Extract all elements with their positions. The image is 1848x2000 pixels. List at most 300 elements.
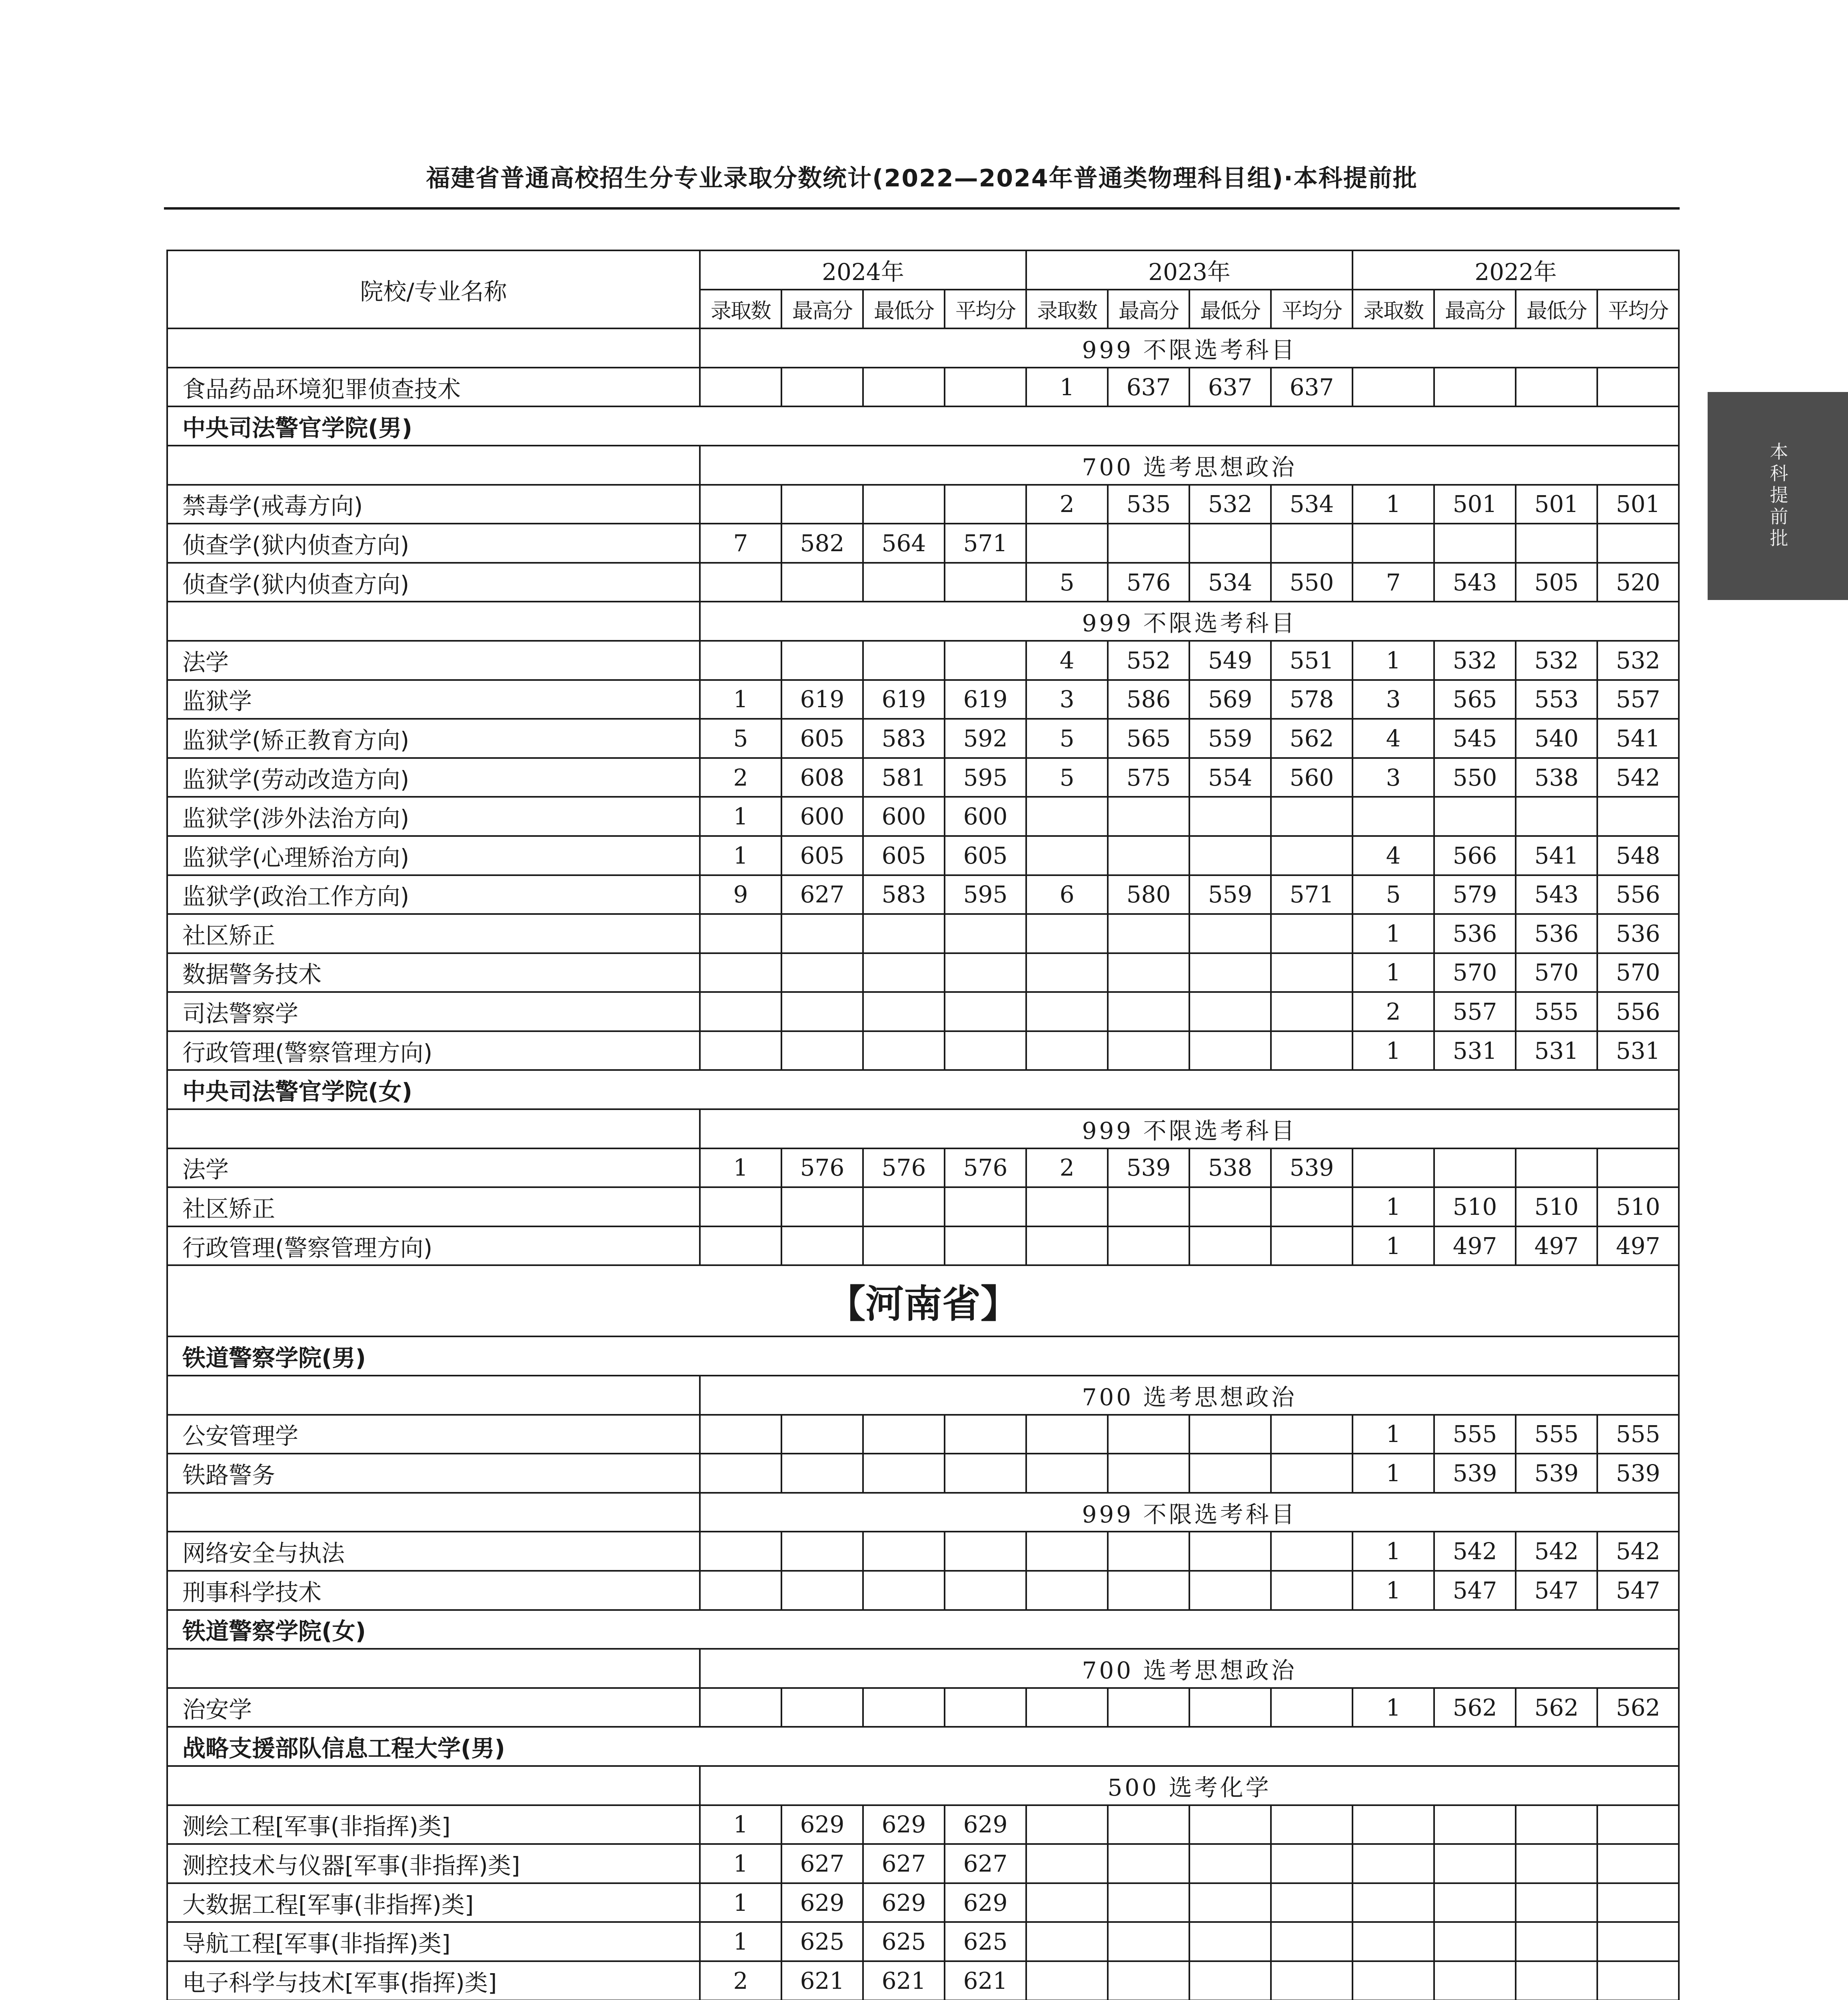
- score-cell: [1026, 1688, 1108, 1727]
- score-cell: 627: [863, 1844, 945, 1883]
- table-row: [167, 1187, 1679, 1226]
- score-cell: 592: [945, 719, 1026, 758]
- major-name-cell: 监狱学(涉外法治方向): [167, 797, 700, 836]
- score-cell: [1353, 1844, 1434, 1883]
- score-cell: [863, 953, 945, 992]
- score-cell: [1597, 1844, 1679, 1883]
- score-cell: [1189, 1031, 1271, 1070]
- score-cell: [1516, 1844, 1597, 1883]
- score-cell: [700, 563, 781, 602]
- major-name-cell: 监狱学: [167, 680, 700, 719]
- table-row: [167, 758, 1679, 797]
- score-cell: 562: [1597, 1688, 1679, 1727]
- score-cell: [1026, 1883, 1108, 1922]
- score-cell: 552: [1108, 641, 1189, 680]
- score-cell: [1108, 1226, 1189, 1266]
- score-cell: [781, 1454, 863, 1493]
- score-cell: 576: [863, 1148, 945, 1188]
- score-cell: 4: [1026, 641, 1108, 680]
- score-cell: 2: [1026, 485, 1108, 524]
- score-cell: 629: [945, 1883, 1026, 1922]
- score-cell: [781, 1031, 863, 1070]
- major-name-cell: 治安学: [167, 1688, 700, 1727]
- score-cell: 542: [1597, 1532, 1679, 1571]
- score-cell: [1026, 1415, 1108, 1454]
- score-cell: 550: [1434, 758, 1516, 797]
- table-row: [167, 1454, 1679, 1493]
- score-cell: [1108, 914, 1189, 953]
- school-name-cell: 铁道警察学院(女): [167, 1610, 1679, 1649]
- score-cell: [1108, 1883, 1189, 1922]
- school-row: [167, 1070, 1679, 1109]
- score-cell: [1271, 1844, 1353, 1883]
- subject-requirement-cell: 700 选考思想政治: [700, 1376, 1679, 1415]
- table-row: [167, 719, 1679, 758]
- score-cell: 576: [1108, 563, 1189, 602]
- score-cell: 534: [1271, 485, 1353, 524]
- score-cell: 576: [945, 1148, 1026, 1188]
- score-cell: 5: [1026, 758, 1108, 797]
- score-cell: [1026, 1922, 1108, 1961]
- major-name-cell: 食品药品环境犯罪侦查技术: [167, 368, 700, 407]
- score-cell: 539: [1597, 1454, 1679, 1493]
- score-cell: [1026, 953, 1108, 992]
- score-cell: [1026, 1031, 1108, 1070]
- score-cell: [1271, 1187, 1353, 1226]
- score-cell: 579: [1434, 875, 1516, 914]
- score-cell: [781, 641, 863, 680]
- score-cell: 532: [1597, 641, 1679, 680]
- score-cell: 497: [1434, 1226, 1516, 1266]
- score-cell: 5: [1026, 563, 1108, 602]
- score-cell: 497: [1597, 1226, 1679, 1266]
- column-header-metric: 最高分: [1434, 290, 1516, 329]
- score-cell: [863, 1571, 945, 1610]
- score-cell: [1189, 797, 1271, 836]
- score-cell: 1: [1353, 1226, 1434, 1266]
- score-cell: 637: [1271, 368, 1353, 407]
- score-cell: 1: [700, 797, 781, 836]
- score-cell: 539: [1271, 1148, 1353, 1188]
- score-cell: 629: [863, 1883, 945, 1922]
- major-name-cell: 行政管理(警察管理方向): [167, 1031, 700, 1070]
- score-cell: [863, 641, 945, 680]
- score-cell: 535: [1108, 485, 1189, 524]
- score-cell: 621: [781, 1961, 863, 2000]
- score-cell: [945, 1688, 1026, 1727]
- score-cell: [700, 1415, 781, 1454]
- score-cell: 550: [1271, 563, 1353, 602]
- score-cell: [945, 953, 1026, 992]
- table-row: [167, 641, 1679, 680]
- score-cell: 637: [1189, 368, 1271, 407]
- score-cell: 566: [1434, 836, 1516, 875]
- score-cell: 536: [1597, 914, 1679, 953]
- score-cell: 548: [1597, 836, 1679, 875]
- score-cell: [1271, 1571, 1353, 1610]
- score-cell: 629: [781, 1805, 863, 1844]
- score-cell: [1026, 797, 1108, 836]
- score-cell: [1026, 1226, 1108, 1266]
- subject-requirement-row: [167, 1376, 1679, 1415]
- score-cell: 5: [1026, 719, 1108, 758]
- score-cell: [1597, 1148, 1679, 1188]
- table-row: [167, 485, 1679, 524]
- major-name-cell: 监狱学(心理矫治方向): [167, 836, 700, 875]
- score-cell: 608: [781, 758, 863, 797]
- major-name-cell: 导航工程[军事(非指挥)类]: [167, 1922, 700, 1961]
- score-cell: [1026, 1961, 1108, 2000]
- score-cell: [863, 1532, 945, 1571]
- score-cell: [1189, 953, 1271, 992]
- score-cell: [945, 1454, 1026, 1493]
- subject-requirement-cell: 999 不限选考科目: [700, 1493, 1679, 1532]
- school-row: [167, 1336, 1679, 1376]
- score-cell: 5: [1353, 875, 1434, 914]
- score-cell: 6: [1026, 875, 1108, 914]
- score-cell: [945, 641, 1026, 680]
- score-cell: [781, 563, 863, 602]
- score-cell: [1189, 1226, 1271, 1266]
- score-cell: [700, 1532, 781, 1571]
- school-name-cell: 战略支援部队信息工程大学(男): [167, 1727, 1679, 1766]
- subject-requirement-row: [167, 1109, 1679, 1148]
- score-cell: [1108, 797, 1189, 836]
- score-cell: 554: [1189, 758, 1271, 797]
- score-cell: 559: [1189, 719, 1271, 758]
- subject-requirement-row: [167, 1493, 1679, 1532]
- score-cell: [1108, 1844, 1189, 1883]
- score-cell: [1597, 524, 1679, 563]
- score-cell: [1353, 1883, 1434, 1922]
- blank-cell: [167, 602, 700, 641]
- score-cell: [863, 1415, 945, 1454]
- score-cell: 532: [1434, 641, 1516, 680]
- score-cell: 5: [700, 719, 781, 758]
- column-header-year: 2022年: [1353, 250, 1679, 290]
- table-row: [167, 1961, 1679, 2000]
- score-cell: 1: [1353, 1532, 1434, 1571]
- score-cell: 556: [1597, 875, 1679, 914]
- score-cell: 539: [1434, 1454, 1516, 1493]
- score-cell: 555: [1597, 1415, 1679, 1454]
- score-cell: 583: [863, 875, 945, 914]
- score-cell: [1026, 1454, 1108, 1493]
- score-cell: 1: [1353, 1454, 1434, 1493]
- score-cell: 3: [1026, 680, 1108, 719]
- score-cell: 557: [1597, 680, 1679, 719]
- score-cell: [1189, 914, 1271, 953]
- score-cell: 555: [1434, 1415, 1516, 1454]
- score-cell: 549: [1189, 641, 1271, 680]
- score-cell: [1108, 524, 1189, 563]
- score-cell: [1516, 1883, 1597, 1922]
- score-cell: [700, 992, 781, 1031]
- score-cell: 542: [1597, 758, 1679, 797]
- score-cell: 565: [1434, 680, 1516, 719]
- score-cell: [700, 914, 781, 953]
- score-cell: 565: [1108, 719, 1189, 758]
- school-name-cell: 中央司法警官学院(男): [167, 406, 1679, 446]
- score-cell: [1271, 1961, 1353, 2000]
- score-cell: [1026, 1571, 1108, 1610]
- score-cell: [1108, 1454, 1189, 1493]
- score-cell: 2: [1353, 992, 1434, 1031]
- subject-requirement-cell: 500 选考化学: [700, 1766, 1679, 1805]
- score-cell: 629: [863, 1805, 945, 1844]
- score-cell: [781, 1571, 863, 1610]
- table-row: [167, 563, 1679, 602]
- score-cell: [700, 1571, 781, 1610]
- score-cell: [1189, 524, 1271, 563]
- score-cell: [945, 1187, 1026, 1226]
- score-cell: [1271, 1415, 1353, 1454]
- column-header-metric: 平均分: [1271, 290, 1353, 329]
- score-cell: [1108, 1688, 1189, 1727]
- score-cell: 560: [1271, 758, 1353, 797]
- score-cell: 575: [1108, 758, 1189, 797]
- score-cell: 7: [1353, 563, 1434, 602]
- score-cell: [1189, 1922, 1271, 1961]
- score-cell: 1: [1026, 368, 1108, 407]
- score-cell: [1271, 1031, 1353, 1070]
- score-cell: 547: [1434, 1571, 1516, 1610]
- column-header-name: 院校/专业名称: [167, 250, 700, 328]
- score-cell: [863, 563, 945, 602]
- score-cell: [1353, 1148, 1434, 1188]
- score-cell: 505: [1516, 563, 1597, 602]
- score-cell: 543: [1434, 563, 1516, 602]
- score-cell: [1108, 1532, 1189, 1571]
- score-cell: 510: [1516, 1187, 1597, 1226]
- score-cell: 501: [1597, 485, 1679, 524]
- score-cell: [1189, 1532, 1271, 1571]
- score-cell: 562: [1271, 719, 1353, 758]
- score-cell: 595: [945, 875, 1026, 914]
- score-cell: [1271, 1922, 1353, 1961]
- table-row: [167, 1031, 1679, 1070]
- score-cell: [1189, 1805, 1271, 1844]
- score-cell: [1434, 797, 1516, 836]
- major-name-cell: 刑事科学技术: [167, 1571, 700, 1610]
- score-cell: 556: [1597, 992, 1679, 1031]
- score-cell: 559: [1189, 875, 1271, 914]
- score-cell: [1108, 992, 1189, 1031]
- score-cell: 621: [945, 1961, 1026, 2000]
- major-name-cell: 行政管理(警察管理方向): [167, 1226, 700, 1266]
- score-cell: 534: [1189, 563, 1271, 602]
- score-cell: 600: [781, 797, 863, 836]
- score-cell: 1: [1353, 914, 1434, 953]
- column-header-metric: 最高分: [1108, 290, 1189, 329]
- major-name-cell: 数据警务技术: [167, 953, 700, 992]
- score-cell: [1271, 914, 1353, 953]
- score-cell: [1189, 1844, 1271, 1883]
- score-cell: 586: [1108, 680, 1189, 719]
- score-cell: [945, 1571, 1026, 1610]
- score-cell: [1108, 953, 1189, 992]
- score-cell: [1108, 1922, 1189, 1961]
- score-cell: [945, 992, 1026, 1031]
- major-name-cell: 法学: [167, 1148, 700, 1188]
- score-cell: [1189, 1415, 1271, 1454]
- score-cell: [863, 914, 945, 953]
- table-body: [167, 328, 1679, 2000]
- score-cell: 557: [1434, 992, 1516, 1031]
- score-cell: 600: [945, 797, 1026, 836]
- table-row: [167, 797, 1679, 836]
- table-row: [167, 1805, 1679, 1844]
- score-cell: 625: [863, 1922, 945, 1961]
- score-cell: 576: [781, 1148, 863, 1188]
- table-row: [167, 680, 1679, 719]
- column-header-metric: 平均分: [1597, 290, 1679, 329]
- score-cell: 583: [863, 719, 945, 758]
- subject-requirement-cell: 999 不限选考科目: [700, 602, 1679, 641]
- score-cell: [1597, 1805, 1679, 1844]
- score-cell: 538: [1189, 1148, 1271, 1188]
- column-header-metric: 最高分: [781, 290, 863, 329]
- score-cell: 4: [1353, 719, 1434, 758]
- score-cell: [945, 563, 1026, 602]
- admission-scores-table: [166, 250, 1680, 2000]
- column-header-metric: 最低分: [1516, 290, 1597, 329]
- blank-cell: [167, 1109, 700, 1148]
- score-cell: [1271, 1688, 1353, 1727]
- score-cell: [945, 1226, 1026, 1266]
- score-cell: [781, 1226, 863, 1266]
- table-row: [167, 1415, 1679, 1454]
- score-cell: [1271, 1883, 1353, 1922]
- table-row: [167, 1532, 1679, 1571]
- score-cell: [1271, 836, 1353, 875]
- score-cell: 2: [1026, 1148, 1108, 1188]
- score-cell: [863, 1688, 945, 1727]
- score-cell: 520: [1597, 563, 1679, 602]
- score-cell: [1026, 1805, 1108, 1844]
- score-cell: [945, 368, 1026, 407]
- table-header-row-years: [167, 250, 1679, 290]
- table-row: [167, 524, 1679, 563]
- score-cell: 555: [1516, 1415, 1597, 1454]
- score-cell: [1026, 836, 1108, 875]
- score-cell: [863, 992, 945, 1031]
- score-cell: [700, 1031, 781, 1070]
- subject-requirement-row: [167, 446, 1679, 485]
- score-cell: [1516, 524, 1597, 563]
- table-row: [167, 1226, 1679, 1266]
- score-cell: [700, 368, 781, 407]
- score-cell: 540: [1516, 719, 1597, 758]
- table-row: [167, 1844, 1679, 1883]
- score-cell: [1026, 1532, 1108, 1571]
- score-cell: [1516, 1961, 1597, 2000]
- score-cell: 625: [781, 1922, 863, 1961]
- score-cell: [1597, 1961, 1679, 2000]
- score-cell: [1353, 797, 1434, 836]
- score-cell: 1: [1353, 485, 1434, 524]
- score-cell: [700, 1226, 781, 1266]
- subject-requirement-row: [167, 1649, 1679, 1688]
- score-cell: [1189, 1187, 1271, 1226]
- score-cell: 580: [1108, 875, 1189, 914]
- score-cell: 605: [945, 836, 1026, 875]
- major-name-cell: 测控技术与仪器[军事(非指挥)类]: [167, 1844, 700, 1883]
- header-rule: [164, 207, 1680, 210]
- score-cell: 1: [700, 1883, 781, 1922]
- major-name-cell: 侦查学(狱内侦查方向): [167, 524, 700, 563]
- score-cell: [1434, 1922, 1516, 1961]
- score-cell: [1353, 524, 1434, 563]
- score-cell: 510: [1434, 1187, 1516, 1226]
- score-cell: [1026, 524, 1108, 563]
- score-cell: 501: [1434, 485, 1516, 524]
- score-cell: 545: [1434, 719, 1516, 758]
- score-cell: [700, 1454, 781, 1493]
- major-name-cell: 测绘工程[军事(非指挥)类]: [167, 1805, 700, 1844]
- major-name-cell: 法学: [167, 641, 700, 680]
- score-cell: 1: [1353, 641, 1434, 680]
- column-header-metric: 录取数: [700, 290, 781, 329]
- score-cell: 541: [1516, 836, 1597, 875]
- table-row: [167, 1688, 1679, 1727]
- score-cell: 1: [700, 836, 781, 875]
- score-cell: 605: [781, 836, 863, 875]
- school-name-cell: 中央司法警官学院(女): [167, 1070, 1679, 1109]
- table-row: [167, 992, 1679, 1031]
- table-row: [167, 1571, 1679, 1610]
- score-cell: [863, 1454, 945, 1493]
- score-cell: 539: [1108, 1148, 1189, 1188]
- score-cell: 581: [863, 758, 945, 797]
- score-cell: [1271, 992, 1353, 1031]
- school-row: [167, 1727, 1679, 1766]
- score-cell: [1597, 797, 1679, 836]
- score-cell: 531: [1597, 1031, 1679, 1070]
- column-header-metric: 录取数: [1353, 290, 1434, 329]
- score-cell: [1434, 1961, 1516, 2000]
- score-cell: 510: [1597, 1187, 1679, 1226]
- score-cell: [1434, 1844, 1516, 1883]
- score-cell: [700, 485, 781, 524]
- score-cell: [1516, 1922, 1597, 1961]
- score-cell: 621: [863, 1961, 945, 2000]
- score-cell: 1: [700, 1148, 781, 1188]
- major-name-cell: 监狱学(政治工作方向): [167, 875, 700, 914]
- table-row: [167, 368, 1679, 407]
- score-cell: 497: [1516, 1226, 1597, 1266]
- score-cell: [1026, 914, 1108, 953]
- score-cell: 619: [863, 680, 945, 719]
- side-tab-label: 本科提前批: [1767, 442, 1789, 550]
- score-cell: 605: [863, 836, 945, 875]
- major-name-cell: 侦查学(狱内侦查方向): [167, 563, 700, 602]
- table-row: [167, 1883, 1679, 1922]
- major-name-cell: 监狱学(矫正教育方向): [167, 719, 700, 758]
- score-cell: [863, 368, 945, 407]
- score-cell: 551: [1271, 641, 1353, 680]
- blank-cell: [167, 1493, 700, 1532]
- side-section-tab: [1708, 392, 1848, 600]
- score-cell: [781, 1187, 863, 1226]
- column-header-year: 2023年: [1026, 250, 1353, 290]
- score-cell: [781, 1688, 863, 1727]
- school-row: [167, 1610, 1679, 1649]
- score-cell: [1597, 368, 1679, 407]
- score-cell: 1: [700, 1922, 781, 1961]
- page-header-title: 福建省普通高校招生分专业录取分数统计(2022—2024年普通类物理科目组)·本科提前批: [426, 164, 1418, 192]
- blank-cell: [167, 328, 700, 368]
